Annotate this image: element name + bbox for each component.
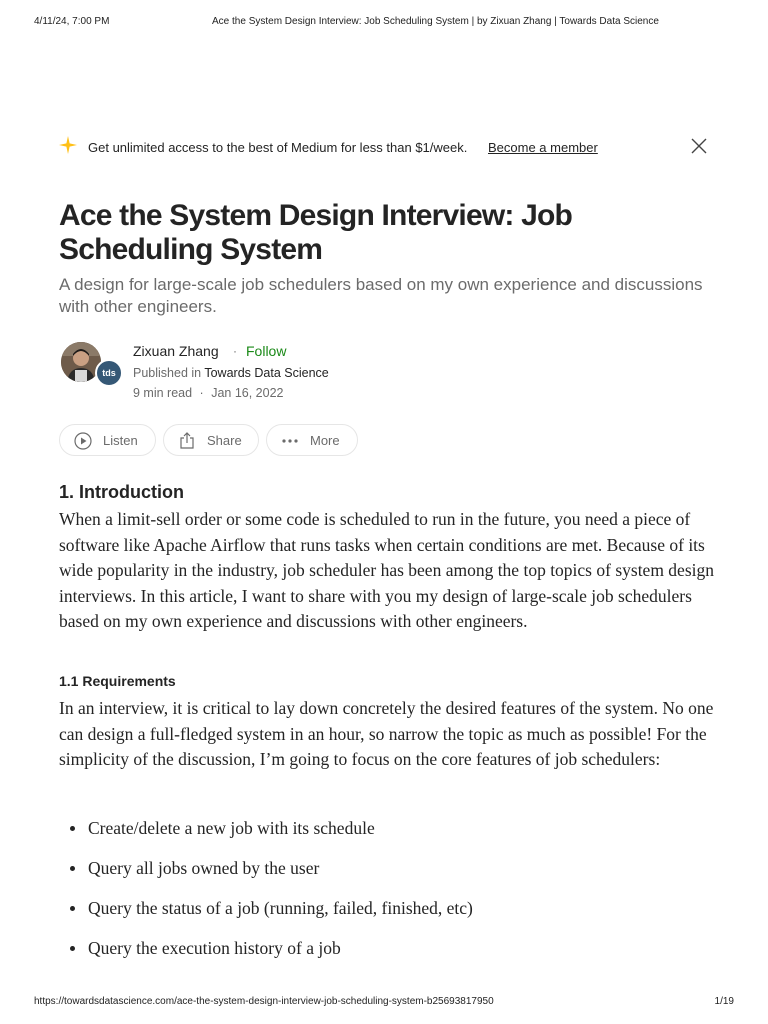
article-title: Ace the System Design Interview: Job Scheduling System <box>59 199 573 266</box>
listen-label: Listen <box>103 433 138 448</box>
heading-introduction: 1. Introduction <box>59 482 184 502</box>
share-icon <box>178 432 196 450</box>
print-datetime: 4/11/24, 7:00 PM <box>34 16 110 27</box>
listen-button[interactable] <box>59 424 156 456</box>
print-url: https://towardsdatascience.com/ace-the-system-design-interview-job-scheduling-system-b25693817950 <box>34 996 494 1007</box>
list-item <box>59 895 709 935</box>
list-item-text: Create/delete a new job with its schedule <box>88 818 375 838</box>
paragraph-introduction: When a limit-sell order or some code is scheduled to run in the future, you need a piece of software like Apache Airflow that runs tasks when certain conditions are met. Because of its wide popularity in the industry, job scheduler has been among the top topics of system design interviews. In this article, I want to share with you my design of large-scale job schedulers based on my own experience and discussions with other engineers. <box>59 509 714 631</box>
publish-date: Jan 16, 2022 <box>211 386 284 400</box>
membership-banner <box>59 136 709 160</box>
sparkle-icon <box>59 136 77 154</box>
bullet-icon <box>70 866 75 871</box>
more-button[interactable] <box>266 424 358 456</box>
author-name[interactable]: Zixuan Zhang <box>133 343 219 359</box>
play-circle-icon <box>74 432 92 450</box>
meta-separator: · <box>199 386 204 400</box>
more-label: More <box>310 433 340 448</box>
article-subtitle: A design for large-scale job schedulers based on my own experience and discussions with other engineers. <box>59 275 703 316</box>
author-block <box>59 340 459 404</box>
dot-separator: · <box>233 344 237 358</box>
share-button[interactable] <box>163 424 259 456</box>
close-icon[interactable] <box>689 136 709 156</box>
list-item-text: Query all jobs owned by the user <box>88 858 320 878</box>
publication-name[interactable]: Towards Data Science <box>204 366 329 380</box>
page-number: 1/19 <box>714 996 734 1007</box>
bullet-icon <box>70 906 75 911</box>
list-item <box>59 935 709 975</box>
become-member-link[interactable]: Become a member <box>488 140 598 155</box>
bullet-icon <box>70 826 75 831</box>
list-item <box>59 815 709 855</box>
feature-list <box>59 815 709 975</box>
list-item <box>59 855 709 895</box>
read-time: 9 min read <box>133 386 193 400</box>
publication-badge[interactable]: tds <box>95 359 123 387</box>
list-item-text: Query the status of a job (running, failed, finished, etc) <box>88 898 473 918</box>
bullet-icon <box>70 946 75 951</box>
follow-link[interactable]: Follow <box>246 343 287 359</box>
article-meta <box>133 386 284 400</box>
published-in <box>133 366 329 380</box>
share-label: Share <box>207 433 242 448</box>
more-dots-icon <box>281 432 299 450</box>
list-item-text: Query the execution history of a job <box>88 938 341 958</box>
paragraph-requirements: In an interview, it is critical to lay down concretely the desired features of the system. No one can design a full-fledged system in an hour, so narrow the topic as much as possible! For the simplicity of the discussion, I’m going to focus on the core features of job schedulers: <box>59 698 714 769</box>
heading-requirements: 1.1 Requirements <box>59 673 176 689</box>
banner-message: Get unlimited access to the best of Medium for less than $1/week. <box>88 140 468 155</box>
print-doc-title: Ace the System Design Interview: Job Scheduling System | by Zixuan Zhang | Towards Data Science <box>212 16 659 27</box>
published-label: Published in <box>133 366 202 380</box>
